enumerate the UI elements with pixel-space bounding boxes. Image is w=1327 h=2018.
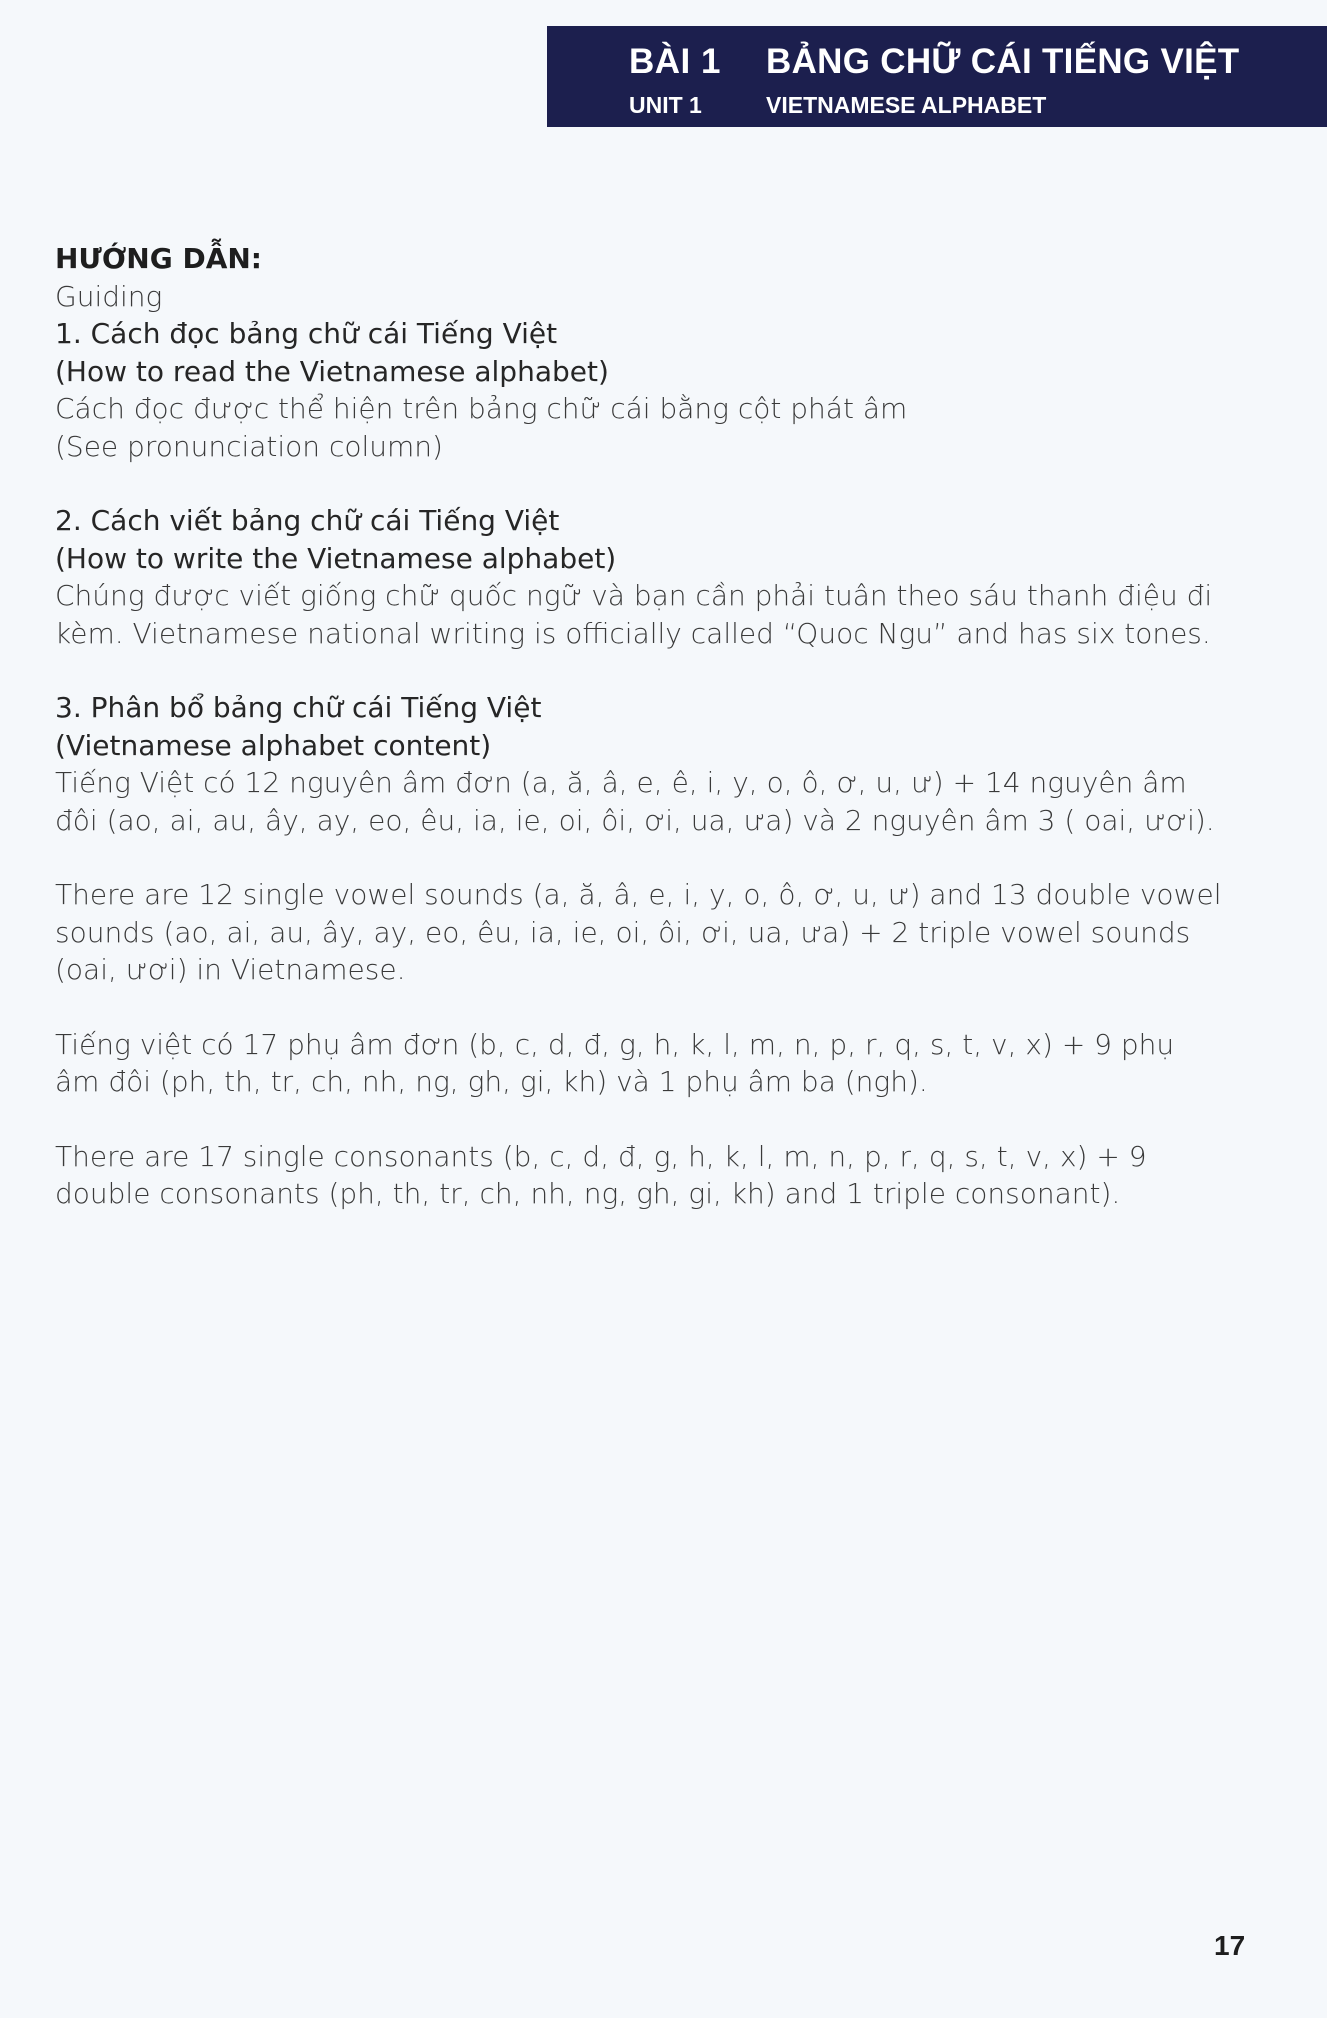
section-3-title-en: (Vietnamese alphabet content) [55,728,492,762]
section-2-title-en: (How to write the Vietnamese alphabet) [55,541,617,575]
guide-content [55,240,1255,1213]
section-3-paragraph-vowels-en: There are 12 single vowel sounds (a, ă, â, e, i, y, o, ô, ơ, u, ư) and 13 double vowel sounds (ao, ai, au, ây, ay, eo, êu, ia, ie, oi, ôi, ơi, ua, ưa) + 2 triple vowel sounds (oai, ươi) in Vietnamese. [55,878,1222,986]
section-2-title-vi: 2. Cách viết bảng chữ cái Tiếng Việt [55,504,560,537]
guide-heading: HƯỚNG DẪN: [55,242,262,275]
section-3-paragraph-vowels-vi: Tiếng Việt có 12 nguyên âm đơn (a, ă, â, e, ê, i, y, o, ô, ơ, u, ư) + 14 nguyên âm đôi (ao, ai, au, ây, ay, eo, êu, ia, ie, oi, ôi, ơi, ua, ưa) và 2 nguyên âm 3 ( oai, ươi). [55,766,1215,837]
page-number: 17 [1214,1930,1246,1961]
section-2-paragraph: Chúng được viết giống chữ quốc ngữ và bạn cần phải tuân theo sáu thanh điệu đi kèm. Vietnamese national writing is officially called “Quoc Ngu” and has six tones. [55,579,1213,650]
unit-title-en: VIETNAMESE ALPHABET [766,92,1047,118]
section-3-paragraph-consonants-vi: Tiếng việt có 17 phụ âm đơn (b, c, d, đ, g, h, k, l, m, n, p, r, q, s, t, v, x) + 9 phụ âm đôi (ph, th, tr, ch, nh, ng, gh, gi, kh) và 1 phụ âm ba (ngh). [55,1027,1175,1098]
unit-title-vi: BẢNG CHỮ CÁI TIẾNG VIỆT [766,42,1240,81]
unit-header-banner [547,26,1327,127]
spacer [55,652,1255,689]
section-1-line-2: (See pronunciation column) [55,429,443,463]
guide-subheading: Guiding [55,279,163,313]
spacer [55,989,1255,1026]
section-3-title-vi: 3. Phân bổ bảng chữ cái Tiếng Việt [55,691,542,724]
unit-number-en: UNIT 1 [629,92,702,118]
section-3-paragraph-consonants-en: There are 17 single consonants (b, c, d, đ, g, h, k, l, m, n, p, r, q, s, t, v, x) + 9 double consonants (ph, th, tr, ch, nh, ng, gh, gi, kh) and 1 triple consonant). [55,1139,1147,1210]
unit-number-vi: BÀI 1 [629,42,721,81]
section-1-line-1: Cách đọc được thể hiện trên bảng chữ cái bằng cột phát âm [55,392,908,425]
spacer [55,1101,1255,1138]
spacer [55,839,1255,876]
section-1-title-en: (How to read the Vietnamese alphabet) [55,354,609,388]
section-1-title-vi: 1. Cách đọc bảng chữ cái Tiếng Việt [55,317,558,350]
spacer [55,465,1255,502]
